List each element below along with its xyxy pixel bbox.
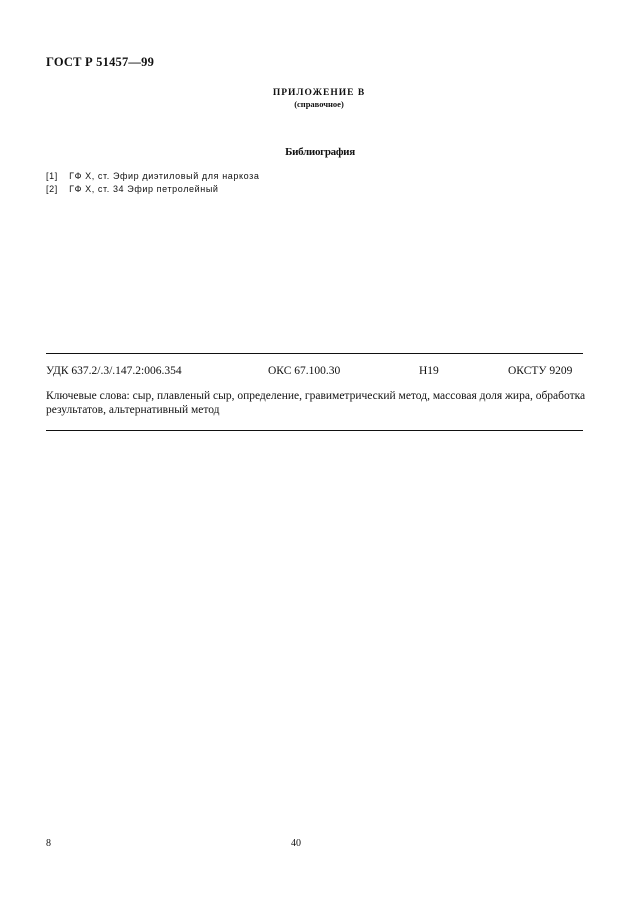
top-divider (46, 353, 583, 354)
bibliography-item-text: ГФ X, ст. 34 Эфир петролейный (69, 184, 219, 194)
document-code: ГОСТ Р 51457—99 (46, 55, 155, 69)
bibliography-item-text: ГФ X, ст. Эфир диэтиловый для наркоза (69, 171, 260, 181)
bibliography-item (46, 184, 219, 194)
bibliography-item-number: [2] (46, 184, 58, 194)
appendix-subtitle: (справочное) (294, 99, 344, 109)
page-number: 8 (46, 838, 51, 849)
bibliography-title: Библиография (285, 146, 355, 158)
bibliography-item-number: [1] (46, 171, 58, 181)
okstu-code: ОКСТУ 9209 (508, 365, 573, 377)
keywords-text: Ключевые слова: сыр, плавленый сыр, определение, гравиметрический метод, массовая доля жира, обработка результатов, альтернативный метод (46, 390, 586, 416)
sheet-number: 40 (291, 838, 301, 849)
bottom-divider (46, 430, 583, 431)
oks-code: ОКС 67.100.30 (268, 365, 341, 377)
udk-code: УДК 637.2/.3/.147.2:006.354 (46, 365, 182, 377)
appendix-title: ПРИЛОЖЕНИЕ В (272, 88, 366, 98)
bibliography-item (46, 171, 259, 181)
group-code: Н19 (419, 365, 439, 377)
